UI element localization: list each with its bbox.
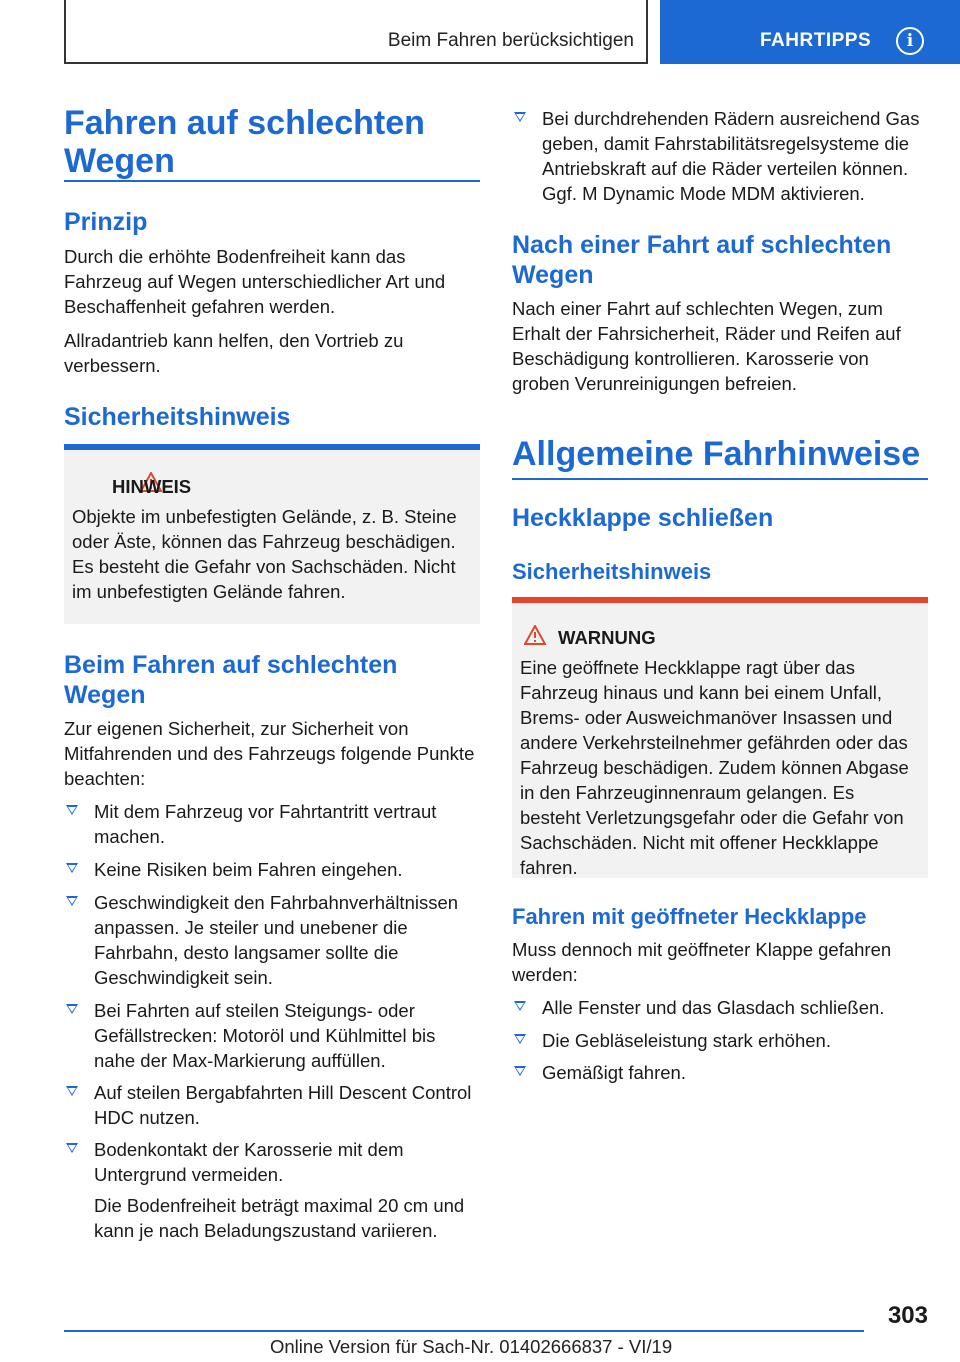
prinzip-paragraph-1: Durch die erhöhte Bodenfreiheit kann das Fahrzeug auf Wegen unterschiedlicher Art und Beschaffenheit gefahren werden. <box>64 246 446 317</box>
info-icon[interactable]: i <box>896 27 924 55</box>
list-item: Bei Fahrten auf steilen Steigungs- oder Gefällstrecken: Motoröl und Kühlmittel bis nahe der Max-Markierung auffüllen. <box>64 998 480 1073</box>
warnung-text: Eine geöffnete Heckklappe ragt über das Fahrzeug hinaus und kann bei einem Unfall, Brems- oder Ausweichmanöver Insassen und andere Verkehrsteilnehmer gefährden oder das Fahrzeug beschädigen. Zudem können Abgase in den Fahrzeuginnenraum gelangen. Es besteht Verletzungsgefahr oder die Gefahr von Sachschäden. Nicht mit offener Heckklappe fahren. <box>520 657 909 878</box>
bullet-triangle-icon <box>514 112 526 122</box>
heading-open-tailgate: Fahren mit geöffneter Heckklappe <box>512 904 867 929</box>
bullet-triangle-icon <box>514 1034 526 1044</box>
list-item: Mit dem Fahrzeug vor Fahrtantritt vertraut machen. <box>64 799 480 849</box>
heading-prinzip: Prinzip <box>64 208 148 236</box>
heading-sicherheitshinweis-1: Sicherheitshinweis <box>64 403 291 431</box>
list-item: Bei durchdrehenden Rädern ausreichend Gas geben, damit Fahrstabilitätsregelsysteme die Antriebskraft auf die Räder verteilen können. Ggf. M Dynamic Mode MDM aktivieren. <box>512 106 928 206</box>
hinweis-text: Objekte im unbefestigten Gelände, z. B. Steine oder Äste, können das Fahrzeug beschädigen. Es besteht die Gefahr von Sachschäden. Nicht im unbefestigten Gelände fahren. <box>72 506 457 602</box>
hinweis-bar <box>64 444 480 450</box>
heading-tailgate: Heckklappe schließen <box>512 504 774 532</box>
driving-intro: Zur eigenen Sicherheit, zur Sicherheit von Mitfahrenden und des Fahrzeugs folgende Punkte beachten: <box>64 718 475 789</box>
open-tailgate-intro: Muss dennoch mit geöffneter Klappe gefahren werden: <box>512 939 892 985</box>
heading-driving-bad-roads: Beim Fahren auf schlechten Wegen <box>64 651 398 709</box>
hinweis-title: HINWEIS <box>112 476 192 497</box>
warnung-bar <box>512 597 928 603</box>
bullet-triangle-icon <box>514 1066 526 1076</box>
bullet-triangle-icon <box>66 1143 78 1153</box>
page-number: 303 <box>887 1302 928 1329</box>
warnung-box <box>512 597 928 878</box>
prinzip-paragraph-2: Allradantrieb kann helfen, den Vortrieb zu verbessern. <box>64 330 404 376</box>
heading-sicherheitshinweis-2: Sicherheitshinweis <box>512 559 712 584</box>
list-item: Geschwindigkeit den Fahrbahnverhältnissen anpassen. Je steiler und unebener die Fahrbahn, desto langsamer sollte die Geschwindigkeit sein. <box>64 890 480 990</box>
header-section-title: Beim Fahren berücksichtigen <box>387 30 634 51</box>
section-title-general: Allgemeine Fahrhinweise <box>512 435 921 473</box>
heading-after-bad-roads: Nach einer Fahrt auf schlechten Wegen <box>512 231 892 289</box>
list-item: Bodenkontakt der Karosserie mit dem Untergrund vermeiden. <box>64 1137 480 1187</box>
bullet-triangle-icon <box>66 896 78 906</box>
header-chapter-tab[interactable] <box>660 0 960 64</box>
general-rule <box>512 478 928 480</box>
header-chapter-label: FAHRTIPPS <box>760 30 872 51</box>
list-item: Auf steilen Bergabfahrten Hill Descent Control HDC nutzen. <box>64 1080 480 1130</box>
footer-rule <box>64 1330 864 1332</box>
list-item: Gemäßigt fahren. <box>512 1060 928 1085</box>
bullet-triangle-icon <box>514 1001 526 1011</box>
footer-online-version: Online Version für Sach-Nr. 01402666837 - VI/19 <box>270 1336 673 1357</box>
list-item: Die Gebläseleistung stark erhöhen. <box>512 1028 928 1053</box>
hinweis-box <box>64 444 480 624</box>
title-rule <box>64 180 480 182</box>
list-item: Keine Risiken beim Fahren eingehen. <box>64 857 480 882</box>
after-bad-roads-text: Nach einer Fahrt auf schlechten Wegen, zum Erhalt der Fahrsicherheit, Räder und Reifen auf Beschädigung kontrollieren. Karosserie von groben Verunreinigungen befreien. <box>512 298 901 394</box>
bullet-triangle-icon <box>66 1004 78 1014</box>
warnung-title: WARNUNG <box>558 627 656 648</box>
bullet-triangle-icon <box>66 805 78 815</box>
header-section-box <box>64 0 648 64</box>
bullet-triangle-icon <box>66 1086 78 1096</box>
warning-triangle-icon <box>524 625 546 645</box>
ground-clearance-note: Die Bodenfreiheit beträgt maximal 20 cm und kann je nach Beladungszustand variieren. <box>94 1195 465 1241</box>
list-item: Alle Fenster und das Glasdach schließen. <box>512 995 928 1020</box>
section-title-bad-roads: Fahren auf schlechten Wegen <box>64 104 425 180</box>
bullet-triangle-icon <box>66 863 78 873</box>
